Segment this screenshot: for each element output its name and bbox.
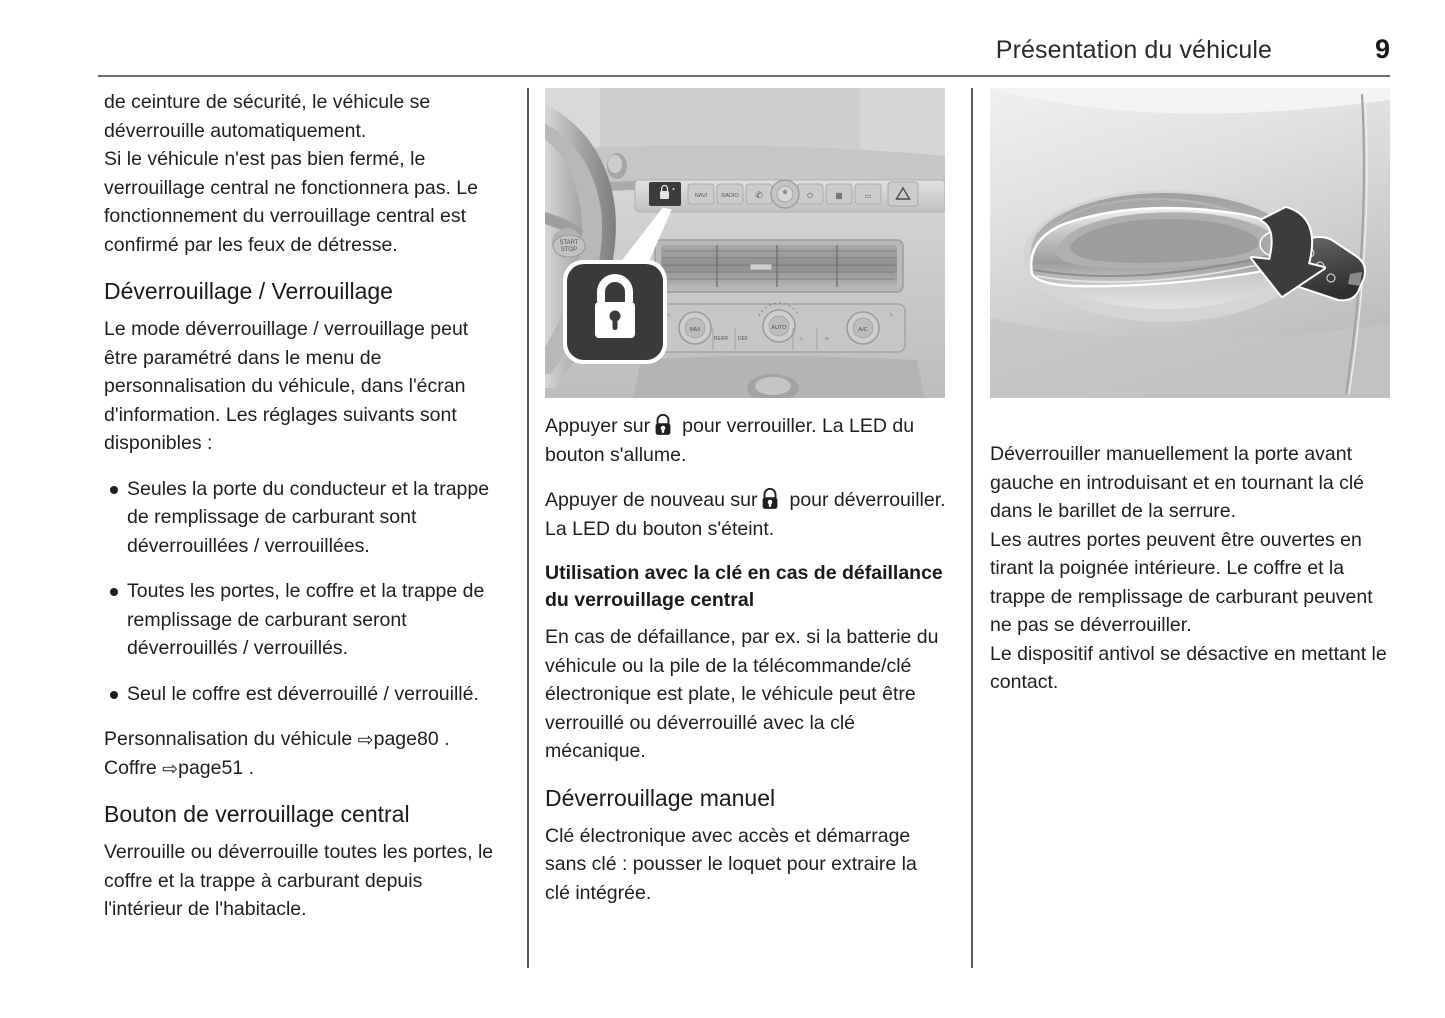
intro-paragraph-1: de ceinture de sécurité, le véhicule se déverrouille automatiquement.	[104, 91, 431, 142]
svg-text:RADIO: RADIO	[721, 193, 739, 199]
svg-text:START: START	[559, 240, 579, 246]
svg-text:MAX: MAX	[689, 327, 701, 333]
right-column	[990, 440, 1392, 697]
caption-press-again-suffix: pour déverrouiller. La LED du bouton s'éteint.	[545, 489, 946, 540]
paragraph-manual-unlock: Clé électronique avec accès et démarrage sans clé : pousser le loquet pour extraire la clé intégrée.	[545, 824, 917, 904]
lock-callout-badge	[563, 260, 667, 364]
svg-text:♨: ♨	[798, 336, 804, 342]
svg-text:▦: ▦	[835, 191, 843, 200]
start-stop-button[interactable]	[553, 235, 585, 257]
cross-reference-block	[104, 725, 506, 782]
xref-arrow-icon: ⇨	[162, 758, 179, 780]
heading-manual-unlock: Déverrouillage manuel	[545, 784, 776, 811]
svg-text:♨: ♨	[888, 312, 894, 318]
caption-press-prefix: Appuyer sur	[545, 415, 651, 437]
xref-trunk-label: Coffre	[104, 756, 157, 779]
svg-text:∞: ∞	[825, 336, 829, 342]
air-vents	[655, 240, 903, 292]
caption-press-suffix: pour verrouiller. La LED du bouton s'allume.	[545, 415, 915, 466]
figure-dashboard-console	[545, 88, 945, 398]
door-handle-illustration	[990, 88, 1390, 398]
list-item: Seules la porte du conducteur et la trappe de remplissage de carburant sont déverrouillées / verrouillées.	[104, 475, 506, 561]
page-number: 9	[1374, 34, 1390, 64]
svg-text:DEF: DEF	[738, 336, 748, 342]
right-paragraph-2: Les autres portes peuvent être ouvertes en tirant la poignée intérieure. Le coffre et la trappe de remplissage de carburant peuvent ne pas se déverrouiller.	[990, 528, 1373, 636]
settings-list	[104, 475, 506, 709]
page-header	[98, 36, 1390, 76]
page-title: Présentation du véhicule	[995, 36, 1272, 64]
xref-personalisation-target[interactable]: page80 .	[373, 728, 450, 750]
svg-text:▭: ▭	[864, 193, 872, 200]
svg-text:AUTO: AUTO	[771, 325, 787, 331]
xref-trunk-target[interactable]: page51 .	[178, 756, 254, 779]
paragraph-mode: Le mode déverrouillage / verrouillage peut être paramétré dans le menu de personnalisation du véhicule, dans l'écran d'information. Les réglages suivants sont disponibles :	[104, 318, 469, 454]
header-rule	[98, 75, 1390, 77]
middle-column	[545, 412, 947, 924]
xref-personalisation-label: Personnalisation du véhicule	[104, 728, 353, 750]
climate-control-panel[interactable]	[653, 303, 905, 352]
xref-arrow-icon: ⇨	[357, 730, 374, 751]
left-column	[104, 88, 506, 941]
right-paragraph-3: Le dispositif antivol se désactive en mettant le contact.	[990, 642, 1387, 693]
svg-text:♨: ♨	[666, 312, 672, 318]
caption-press-again-to-unlock	[545, 486, 947, 543]
svg-text:⏻: ⏻	[807, 193, 813, 200]
caption-press-again-prefix: Appuyer de nouveau sur	[545, 489, 758, 511]
paragraph-central-lock-button: Verrouille ou déverrouille toutes les portes, le coffre et la trappe à carburant depuis l'intérieur de l'habitacle.	[104, 841, 494, 920]
list-item: Seul le coffre est déverrouillé / verrouillé.	[104, 680, 506, 709]
svg-text:A/C: A/C	[858, 327, 868, 333]
svg-text:REAR: REAR	[714, 336, 728, 342]
caption-press-to-lock	[545, 412, 947, 469]
svg-text:✆: ✆	[755, 190, 763, 200]
column-divider-left	[527, 88, 529, 968]
heading-central-lock-button: Bouton de verrouillage central	[104, 801, 410, 827]
heading-unlock-lock: Déverrouillage / Verrouillage	[104, 278, 393, 304]
right-paragraph-1: Déverrouiller manuellement la porte avant gauche en introduisant et en tournant la clé dans le barillet de la serrure.	[990, 443, 1365, 522]
lock-icon	[653, 414, 673, 438]
list-item: Toutes les portes, le coffre et la trappe de remplissage de carburant seront déverrouillés / verrouillés.	[104, 577, 506, 663]
svg-text:STOP: STOP	[560, 247, 578, 253]
svg-text:NAVI: NAVI	[694, 193, 708, 199]
volume-knob[interactable]	[771, 180, 799, 208]
figure-door-handle	[990, 88, 1390, 398]
intro-paragraph-2: Si le véhicule n'est pas bien fermé, le verrouillage central ne fonctionnera pas. Le fonctionnement du verrouillage central est confirmé par les feux de détresse.	[104, 148, 478, 256]
central-lock-button[interactable]	[649, 182, 681, 206]
hazard-button[interactable]	[888, 182, 918, 206]
lock-icon	[760, 488, 780, 512]
heading-key-use: Utilisation avec la clé en cas de défaillance du verrouillage central	[545, 562, 943, 611]
dashboard-illustration	[545, 88, 945, 398]
column-divider-right	[971, 88, 973, 968]
paragraph-failure: En cas de défaillance, par ex. si la batterie du véhicule ou la pile de la télécommande/clé électronique est plate, le véhicule peut être verrouillé ou déverrouillé avec la clé mécanique.	[545, 626, 939, 762]
